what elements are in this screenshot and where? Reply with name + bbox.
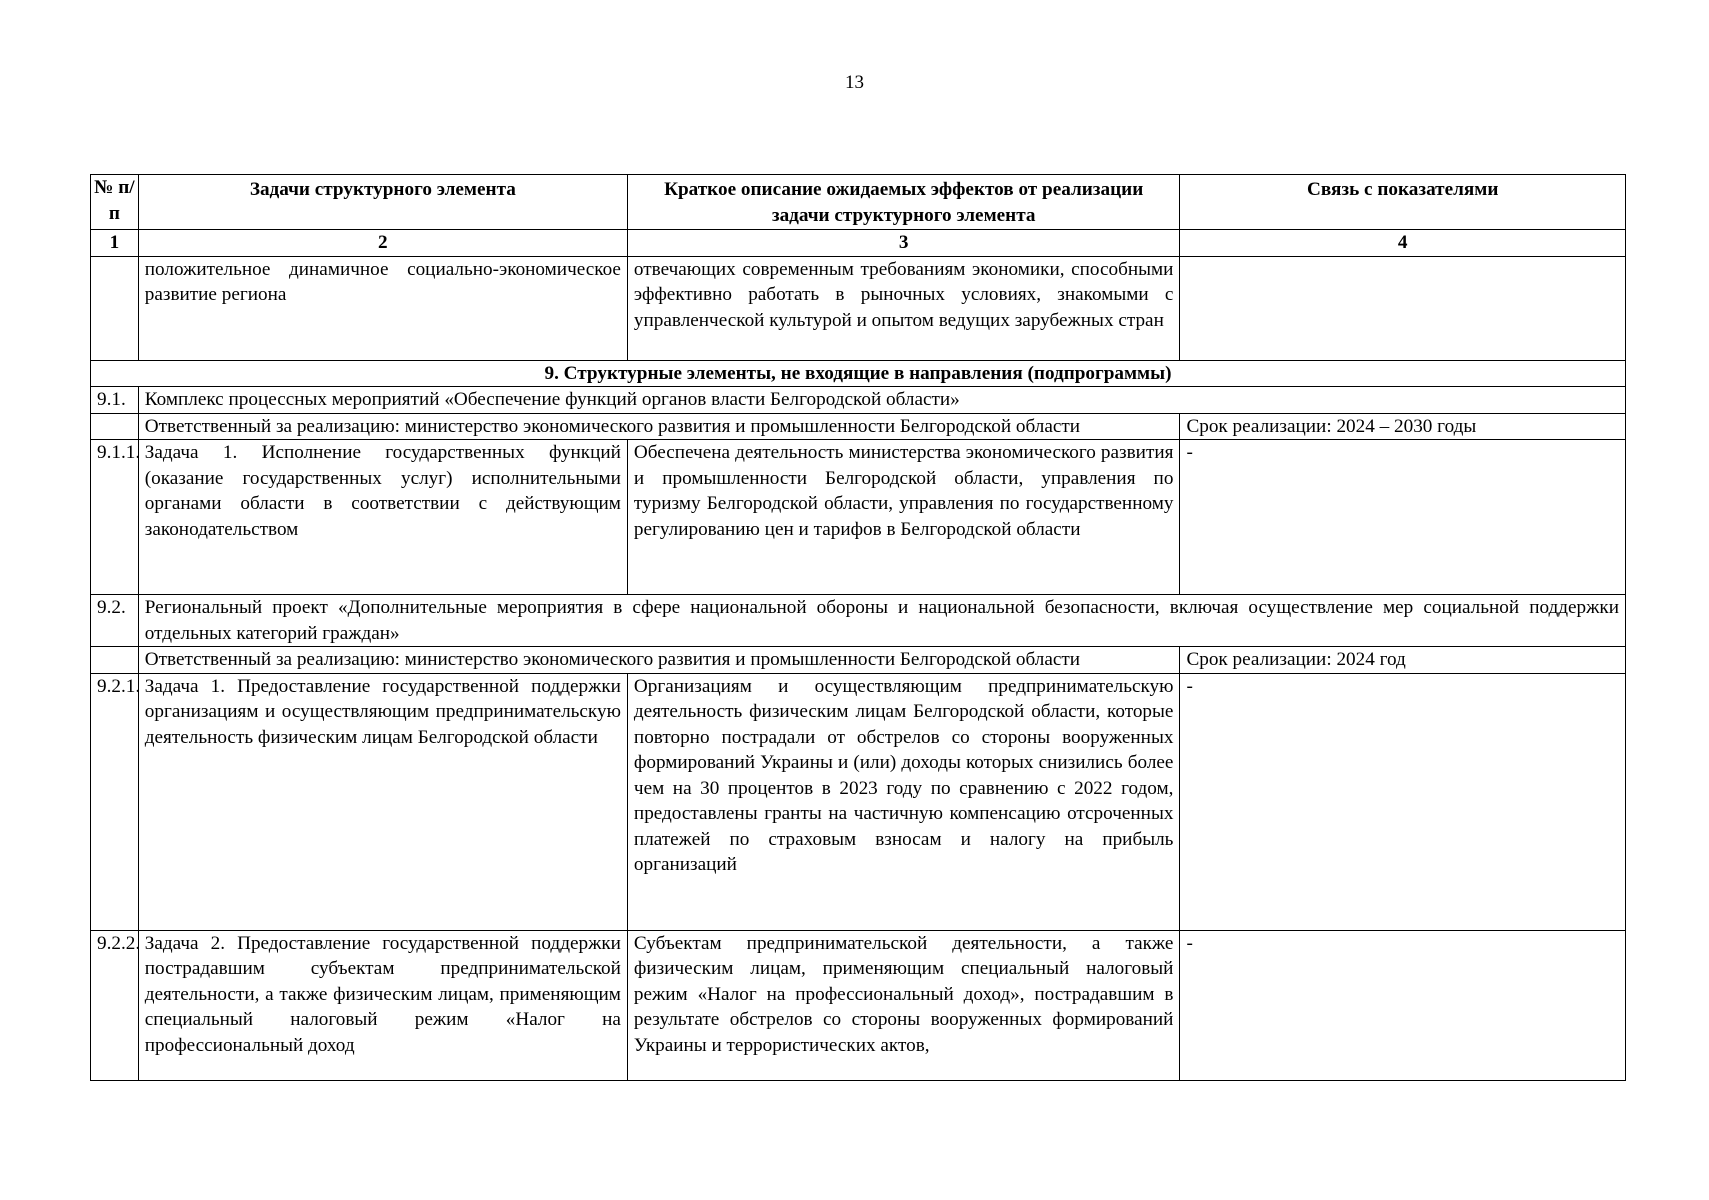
column-numbers-row	[91, 230, 1626, 257]
section-title: 9. Структурные элементы, не входящие в направления (подпрограммы)	[91, 360, 1626, 387]
row-num: 9.2.2.	[91, 930, 139, 1080]
table-row	[91, 647, 1626, 674]
table-row	[91, 595, 1626, 647]
effect-cell: Организациям и осуществляющим предпринимательскую деятельность физическим лицам Белгородской области, которые повторно пострадали от обстрелов со стороны вооруженных формирований Украины и (или) доходы которых снизились более чем на 30 процентов в 2023 году по сравнению с 2022 годом, предоставлены гранты на частичную компенсацию отсроченных платежей по страховым взносам и налогу на прибыль организаций	[627, 673, 1180, 930]
table-row	[91, 387, 1626, 414]
table-row	[91, 413, 1626, 440]
table-row	[91, 930, 1626, 1080]
header-effects: Краткое описание ожидаемых эффектов от реализации задачи структурного элемента	[627, 175, 1180, 230]
col-number: 2	[138, 230, 627, 257]
row-num	[91, 413, 139, 440]
task-cell: положительное динамичное социально-экономическое развитие региона	[138, 256, 627, 360]
complex-title: Комплекс процессных мероприятий «Обеспечение функций органов власти Белгородской области»	[138, 387, 1625, 414]
table-row	[91, 256, 1626, 360]
table-header-row	[91, 175, 1626, 230]
header-tasks: Задачи структурного элемента	[138, 175, 627, 230]
task-cell: Задача 1. Предоставление государственной поддержки организациям и осуществляющим предпринимательскую деятельность физическим лицам Белгородской области	[138, 673, 627, 930]
section-row	[91, 360, 1626, 387]
row-num: 9.1.1.	[91, 440, 139, 595]
term-cell: Срок реализации: 2024 год	[1180, 647, 1626, 674]
row-num: 9.2.	[91, 595, 139, 647]
task-cell: Задача 1. Исполнение государственных функций (оказание государственных услуг) исполнительными органами области в соответствии с действующим законодательством	[138, 440, 627, 595]
project-title: Региональный проект «Дополнительные мероприятия в сфере национальной обороны и национальной безопасности, включая осуществление мер социальной поддержки отдельных категорий граждан»	[138, 595, 1625, 647]
col-number: 4	[1180, 230, 1626, 257]
effect-cell: Обеспечена деятельность министерства экономического развития и промышленности Белгородской области, управления по туризму Белгородской области, управления по государственному регулированию цен и тарифов в Белгородской области	[627, 440, 1180, 595]
header-num: № п/п	[91, 175, 139, 230]
table-row	[91, 673, 1626, 930]
row-num: 9.2.1.	[91, 673, 139, 930]
responsible-cell: Ответственный за реализацию: министерство экономического развития и промышленности Белгородской области	[138, 647, 1180, 674]
header-indicators: Связь с показателями	[1180, 175, 1626, 230]
row-num	[91, 647, 139, 674]
indicator-cell: -	[1180, 673, 1626, 930]
indicator-cell	[1180, 256, 1626, 360]
structural-elements-table	[90, 174, 1626, 1081]
task-cell: Задача 2. Предоставление государственной поддержки пострадавшим субъектам предпринимательской деятельности, а также физическим лицам, применяющим специальный налоговый режим «Налог на профессиональный доход	[138, 930, 627, 1080]
row-num	[91, 256, 139, 360]
row-num: 9.1.	[91, 387, 139, 414]
effect-cell: Субъектам предпринимательской деятельности, а также физическим лицам, применяющим специальный налоговый режим «Налог на профессиональный доход», пострадавшим в результате обстрелов со стороны вооруженных формирований Украины и террористических актов,	[627, 930, 1180, 1080]
indicator-cell: -	[1180, 930, 1626, 1080]
term-cell: Срок реализации: 2024 – 2030 годы	[1180, 413, 1626, 440]
col-number: 1	[91, 230, 139, 257]
indicator-cell: -	[1180, 440, 1626, 595]
responsible-cell: Ответственный за реализацию: министерство экономического развития и промышленности Белгородской области	[138, 413, 1180, 440]
effect-cell: отвечающих современным требованиям экономики, способными эффективно работать в рыночных условиях, знакомыми с управленческой культурой и опытом ведущих зарубежных стран	[627, 256, 1180, 360]
page-number: 13	[845, 72, 864, 93]
col-number: 3	[627, 230, 1180, 257]
table-row	[91, 440, 1626, 595]
